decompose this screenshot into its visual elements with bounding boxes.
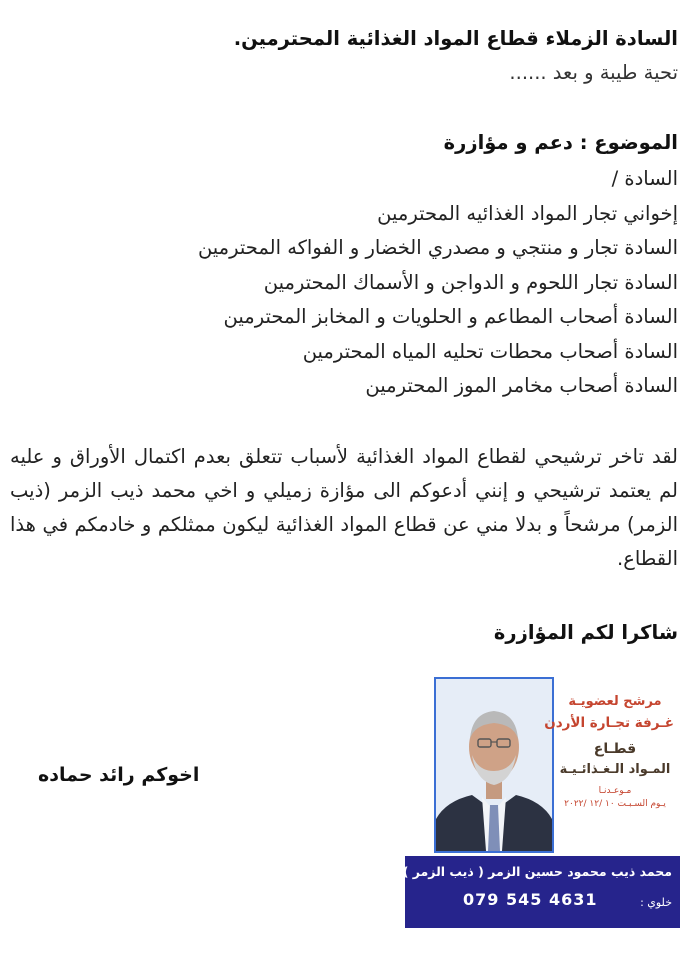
recipient-item: السادة / bbox=[611, 167, 678, 190]
candidate-name: محمد ذيب محمود حسين الزمر ( ذيب الزمر ) bbox=[402, 864, 672, 879]
recipient-item: إخواني تجار المواد الغذائيه المحترمين bbox=[377, 201, 678, 225]
candidate-portrait-icon bbox=[436, 679, 552, 851]
recipients-list bbox=[198, 162, 678, 404]
subject-line: الموضوع : دعم و مؤازرة bbox=[443, 131, 678, 154]
mobile-label: خلوي : bbox=[640, 896, 672, 909]
body-paragraph: لقد تاخر ترشيحي لقطاع المواد الغذائية لأسباب تتعلق بعدم اكتمال الأوراق و عليه لم يعتمد ترشيحي و إنني أدعوكم الى مؤازة زميلي و اخي محمد ذيب الزمر (ذيب الزمر) مرشحاً و بدلا مني عن قطاع المواد الغذائية ليكون ممثلكم و خادمكم في هذا القطاع. bbox=[10, 445, 678, 570]
card-line-chamber: غـرفة تجـارة الأردن bbox=[544, 715, 674, 731]
regards-line: تحية طيبة و بعد ...... bbox=[509, 61, 678, 84]
candidate-photo bbox=[434, 677, 554, 853]
card-text bbox=[544, 692, 674, 810]
campaign-card bbox=[402, 672, 680, 930]
recipient-item: السادة تجار اللحوم و الدواجن و الأسماك المحترمين bbox=[263, 270, 678, 294]
card-line-membership: مرشح لعضويـة bbox=[568, 694, 662, 709]
recipient-item: السادة تجار و منتجي و مصدري الخضار و الفواكه المحترمين bbox=[197, 236, 678, 259]
phone-number: 079 545 4631 bbox=[463, 890, 598, 909]
recipient-item: السادة أصحاب المطاعم و الحلويات و المخابز المحترمين bbox=[223, 305, 678, 328]
candidate-name-band bbox=[402, 856, 680, 928]
card-line-sector: قطـاع bbox=[593, 741, 637, 757]
card-line-date: يـوم السـبـت ١٠ /١٢ /٢٠٢٢ bbox=[564, 799, 666, 809]
signature: اخوكم رائد حماده bbox=[38, 764, 200, 786]
recipient-item: السادة أصحاب مخامر الموز المحترمين bbox=[365, 374, 678, 397]
thanks-line: شاكرا لكم المؤازرة bbox=[493, 621, 678, 644]
greeting-line: السادة الزملاء قطاع المواد الغذائية المحترمين. bbox=[233, 27, 678, 50]
card-line-food: المـواد الـغـذائـيـة bbox=[559, 762, 671, 777]
recipient-item: السادة أصحاب محطات تحليه المياه المحترمين bbox=[302, 339, 678, 363]
card-line-appointment: مـوعـدنـا bbox=[598, 786, 632, 796]
